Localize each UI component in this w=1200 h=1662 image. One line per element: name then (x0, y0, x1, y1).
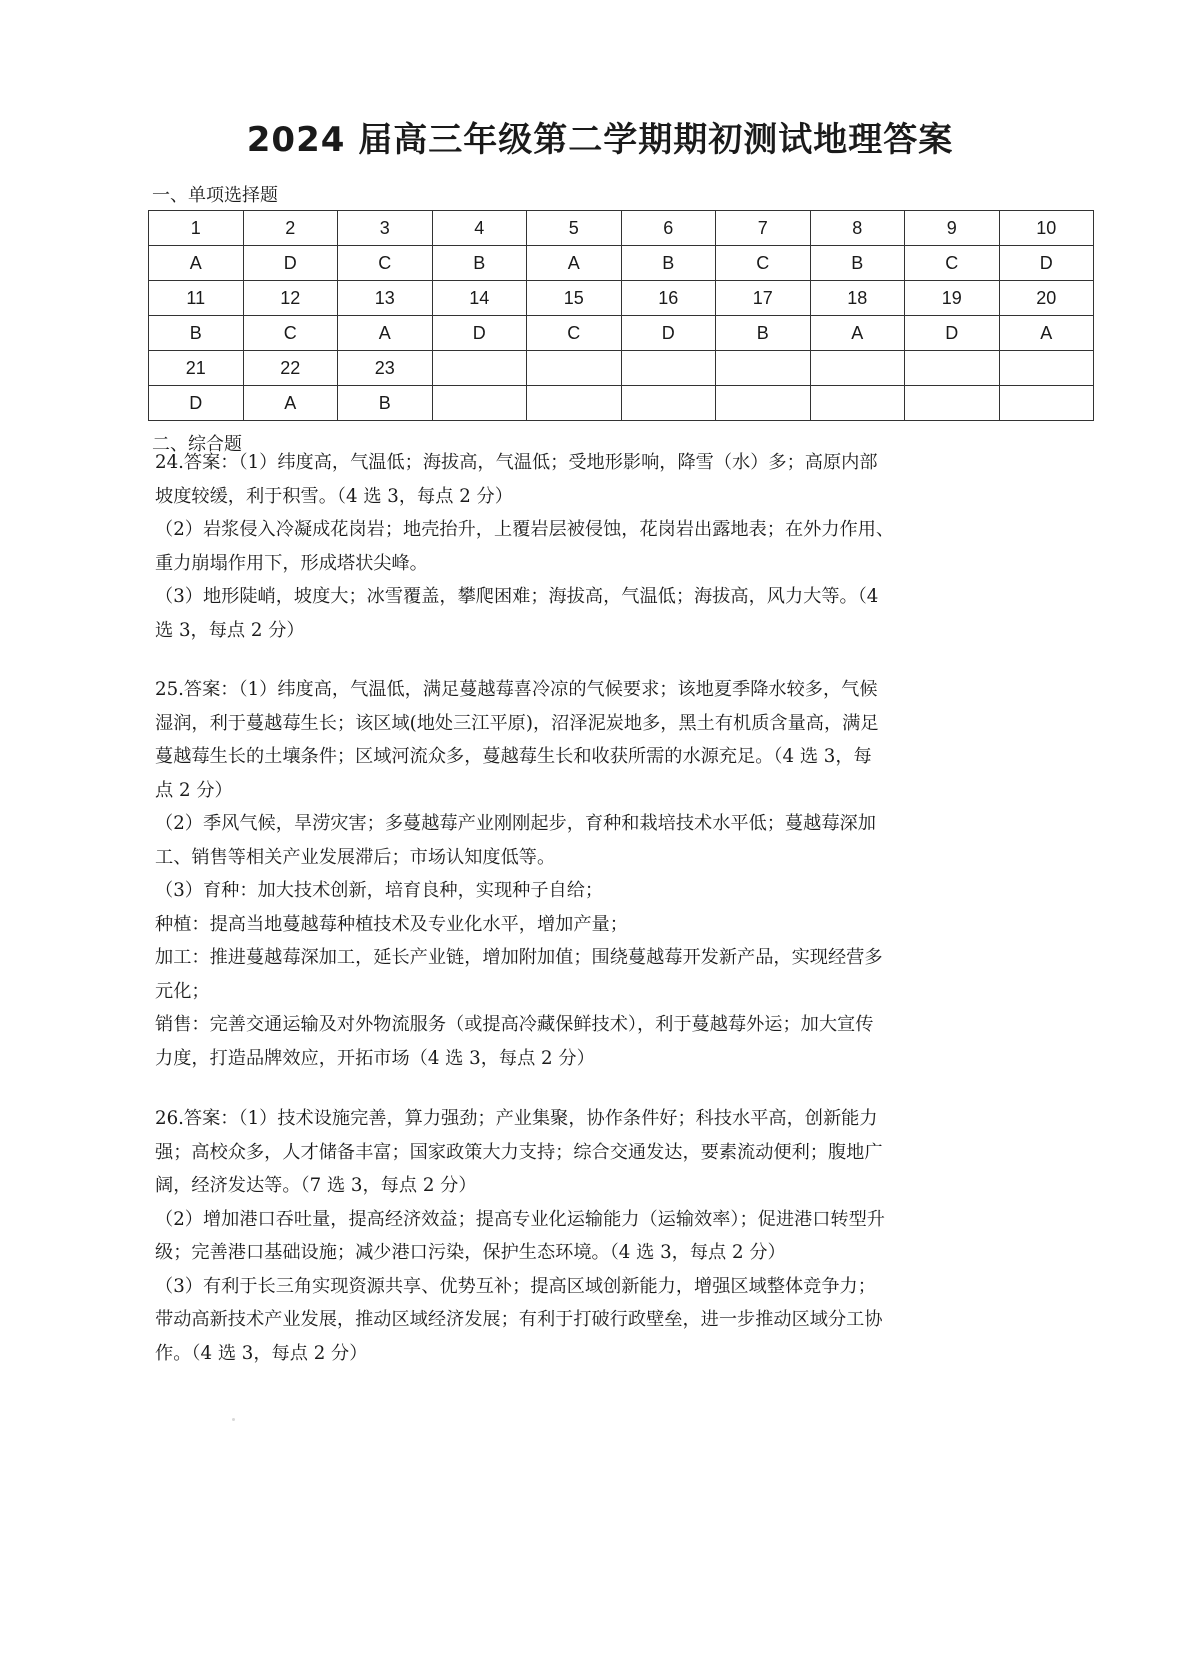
answer-key-cell: A (243, 386, 338, 421)
question-number-cell: 3 (338, 211, 433, 246)
answer-line: （3）育种：加大技术创新，培育良种，实现种子自给； (155, 880, 604, 901)
answer-key-cell: C (527, 316, 622, 351)
question-number-cell (905, 351, 1000, 386)
answer-key-cell (621, 386, 716, 421)
question-number-cell: 10 (999, 211, 1094, 246)
answer-key-row (149, 386, 1094, 421)
answer-key-cell: D (149, 386, 244, 421)
question-24-answer (155, 446, 1090, 647)
question-number-cell: 20 (999, 281, 1094, 316)
answer-key-cell (716, 386, 811, 421)
answer-key-cell: D (432, 316, 527, 351)
question-number-cell: 4 (432, 211, 527, 246)
answer-line: 元化； (155, 980, 210, 1002)
answer-key-cell (810, 386, 905, 421)
answer-key-cell: A (999, 316, 1094, 351)
question-number-cell: 13 (338, 281, 433, 316)
question-number-cell (432, 351, 527, 386)
answer-key-cell: A (149, 246, 244, 281)
answer-key-cell: B (432, 246, 527, 281)
answer-line: 重力崩塌作用下，形成塔状尖峰。 (155, 552, 428, 574)
question-number-cell: 14 (432, 281, 527, 316)
question-number-row (149, 281, 1094, 316)
answer-line: 强；高校众多，人才储备丰富；国家政策大力支持；综合交通发达，要素流动便利；腹地广 (155, 1141, 883, 1163)
question-26-answer (155, 1102, 1090, 1370)
answer-key-cell (527, 386, 622, 421)
question-number-cell: 12 (243, 281, 338, 316)
answer-key-cell: C (716, 246, 811, 281)
question-number-cell (527, 351, 622, 386)
question-number-cell: 22 (243, 351, 338, 386)
answer-key-cell (905, 386, 1000, 421)
section-heading-comprehensive: 二、综合题 (152, 434, 242, 455)
question-number-cell: 19 (905, 281, 1000, 316)
answer-key-cell: C (905, 246, 1000, 281)
question-number-cell: 11 (149, 281, 244, 316)
answer-key-row (149, 316, 1094, 351)
answer-table (148, 210, 1094, 421)
answer-line: （2）季风气候，旱涝灾害；多蔓越莓产业刚刚起步，育种和栽培技术水平低；蔓越莓深加 (155, 813, 876, 834)
answer-key-cell: D (621, 316, 716, 351)
answer-line: 级；完善港口基础设施；减少港口污染，保护生态环境。（4 选 3，每点 2 分） (155, 1242, 786, 1263)
answer-line: 力度，打造品牌效应，开拓市场（4 选 3，每点 2 分） (155, 1047, 595, 1069)
answer-key-cell: C (243, 316, 338, 351)
answer-line: 24.答案：（1）纬度高，气温低；海拔高，气温低；受地形影响，降雪（水）多；高原内部 (155, 452, 878, 473)
question-number-cell: 2 (243, 211, 338, 246)
answer-line: 带动高新技术产业发展，推动区域经济发展；有利于打破行政壁垒，进一步推动区域分工协 (155, 1309, 883, 1330)
answer-key-cell: A (338, 316, 433, 351)
question-number-row (149, 351, 1094, 386)
answer-key-cell: B (716, 316, 811, 351)
answer-line: 工、销售等相关产业发展滞后；市场认知度低等。 (155, 846, 556, 868)
question-number-cell: 6 (621, 211, 716, 246)
answer-key-cell: A (527, 246, 622, 281)
answer-line: 湿润，利于蔓越莓生长；该区域(地处三江平原)，沼泽泥炭地多，黑土有机质含量高，满足 (155, 712, 879, 734)
answer-line: （3）地形陡峭，坡度大；冰雪覆盖，攀爬困难；海拔高，气温低；海拔高，风力大等。（4 (155, 586, 879, 607)
question-number-cell (621, 351, 716, 386)
question-number-cell (716, 351, 811, 386)
answer-line: 加工：推进蔓越莓深加工，延长产业链，增加附加值；围绕蔓越莓开发新产品，实现经营多 (155, 947, 883, 968)
answer-key-cell: B (810, 246, 905, 281)
question-number-cell: 15 (527, 281, 622, 316)
question-25-answer (155, 673, 1090, 1075)
question-number-cell: 8 (810, 211, 905, 246)
answer-line: 种植：提高当地蔓越莓种植技术及专业化水平，增加产量； (155, 913, 628, 935)
answer-line: 选 3，每点 2 分） (155, 619, 305, 641)
answer-key-row (149, 246, 1094, 281)
page-title: 2024 届高三年级第二学期期初测试地理答案 (246, 120, 954, 160)
scan-speck (232, 1418, 235, 1421)
answer-line: 点 2 分） (155, 779, 233, 801)
question-number-cell: 5 (527, 211, 622, 246)
answer-line: 坡度较缓，利于积雪。（4 选 3，每点 2 分） (155, 485, 513, 507)
question-number-cell: 1 (149, 211, 244, 246)
answer-line: 26.答案：（1）技术设施完善，算力强劲；产业集聚，协作条件好；科技水平高，创新能力 (155, 1108, 878, 1129)
answer-key-cell: D (905, 316, 1000, 351)
answer-line: 阔，经济发达等。（7 选 3，每点 2 分） (155, 1175, 477, 1196)
answer-line: 蔓越莓生长的土壤条件；区域河流众多，蔓越莓生长和收获所需的水源充足。（4 选 3，每 (155, 746, 872, 767)
answer-line: （2）岩浆侵入冷凝成花岗岩；地壳抬升，上覆岩层被侵蚀，花岗岩出露地表；在外力作用、 (155, 519, 895, 540)
answer-key-cell: C (338, 246, 433, 281)
question-number-cell: 23 (338, 351, 433, 386)
answer-line: 作。（4 选 3，每点 2 分） (155, 1342, 368, 1364)
question-number-cell: 18 (810, 281, 905, 316)
question-number-cell (999, 351, 1094, 386)
section-heading-multiple-choice: 一、单项选择题 (152, 185, 278, 206)
answer-key-cell: B (621, 246, 716, 281)
answer-key-cell: A (810, 316, 905, 351)
answer-key-cell: D (999, 246, 1094, 281)
answer-line: （2）增加港口吞吐量，提高经济效益；提高专业化运输能力（运输效率）；促进港口转型升 (155, 1208, 885, 1230)
question-number-cell (810, 351, 905, 386)
question-number-cell: 17 (716, 281, 811, 316)
answer-key-cell (999, 386, 1094, 421)
answer-line: 销售：完善交通运输及对外物流服务（或提高冷藏保鲜技术），利于蔓越莓外运；加大宣传 (155, 1014, 874, 1035)
question-number-cell: 9 (905, 211, 1000, 246)
answer-key-cell: B (149, 316, 244, 351)
question-number-row (149, 211, 1094, 246)
answer-line: （3）有利于长三角实现资源共享、优势互补；提高区域创新能力，增强区域整体竞争力； (155, 1275, 876, 1297)
answer-key-cell: B (338, 386, 433, 421)
answer-key-cell: D (243, 246, 338, 281)
question-number-cell: 21 (149, 351, 244, 386)
answer-key-cell (432, 386, 527, 421)
question-number-cell: 7 (716, 211, 811, 246)
answer-line: 25.答案：（1）纬度高，气温低，满足蔓越莓喜冷凉的气候要求；该地夏季降水较多，气候 (155, 679, 878, 700)
question-number-cell: 16 (621, 281, 716, 316)
